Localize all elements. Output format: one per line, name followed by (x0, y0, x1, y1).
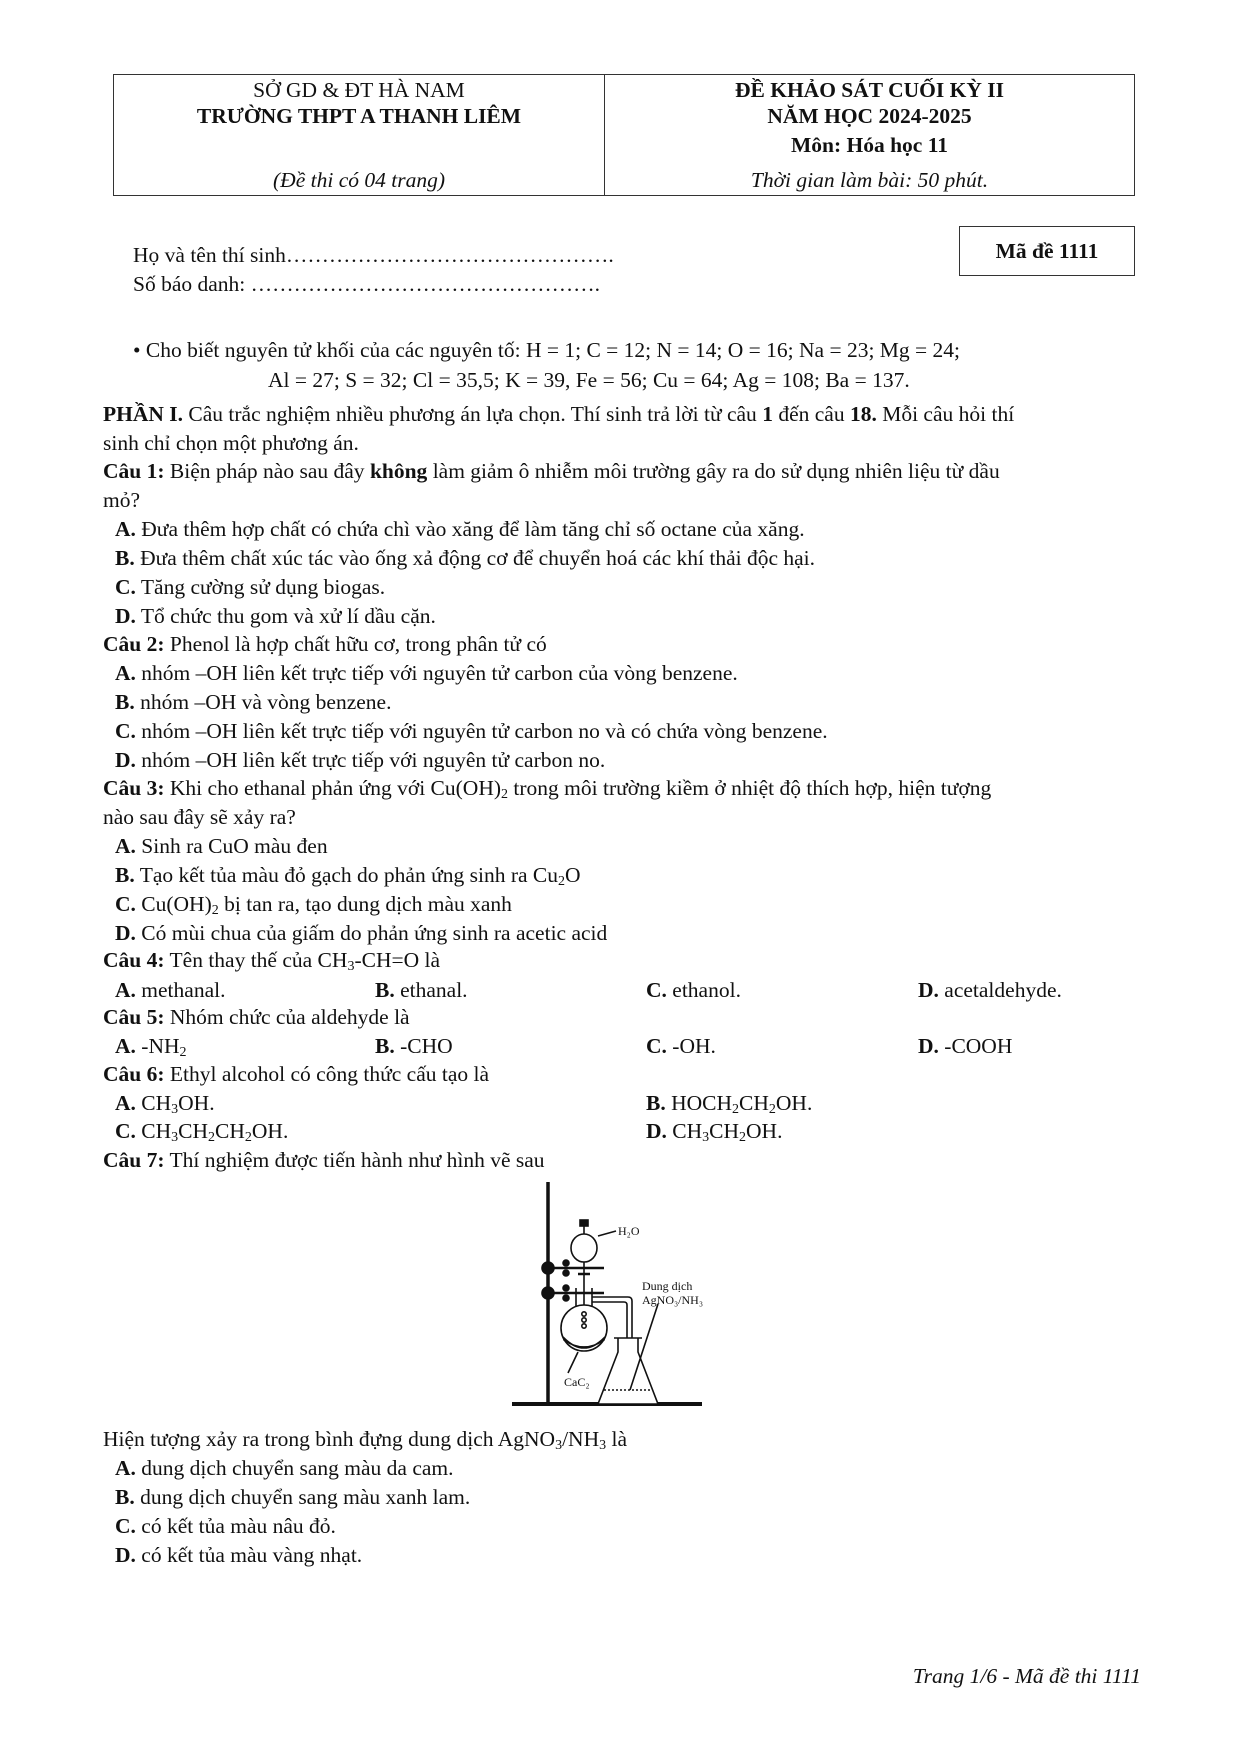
q3-option-a[interactable]: A. Sinh ra CuO màu đen (115, 834, 328, 858)
q7-option-a[interactable]: A. dung dịch chuyển sang màu da cam. (115, 1456, 454, 1480)
label-h2o: H₂O (618, 1224, 640, 1238)
q2-option-a[interactable]: A. nhóm –OH liên kết trực tiếp với nguyên tử carbon của vòng benzene. (115, 661, 738, 685)
part1-heading: PHẦN I. Câu trắc nghiệm nhiều phương án lựa chọn. Thí sinh trả lời từ câu 1 đến câu 18. Mỗi câu hỏi thí (103, 402, 1015, 426)
label-cac2: CaC₂ (564, 1375, 590, 1389)
question-3: Câu 3: Khi cho ethanal phản ứng với $Cu(OH)_2$ trong môi trường kiềm ở nhiệt độ thích hợp, hiện tượng (103, 776, 992, 802)
school-year: NĂM HỌC 2024-2025 (767, 104, 972, 128)
question-1: Câu 1: Biện pháp nào sau đây không làm giảm ô nhiễm môi trường gây ra do sử dụng nhiên liệu từ dầu (103, 459, 1000, 483)
question-7: Câu 7: Thí nghiệm được tiến hành như hình vẽ sau (103, 1148, 545, 1172)
atomic-masses-line2: Al = 27; S = 32; Cl = 35,5; K = 39, Fe = 56; Cu = 64; Ag = 108; Ba = 137. (268, 368, 910, 392)
q6-option-c[interactable]: C. $CH_3CH_2CH_2OH$. (115, 1119, 289, 1145)
question-3-line2: nào sau đây sẽ xảy ra? (103, 805, 296, 829)
cac2-leader (568, 1352, 578, 1373)
student-id-line: Số báo danh: …………………………………………. (133, 272, 601, 296)
dept-name: SỞ GD & ĐT HÀ NAM (253, 78, 465, 102)
q2-option-b[interactable]: B. nhóm –OH và vòng benzene. (115, 690, 392, 714)
question-5: Câu 5: Nhóm chức của aldehyde là (103, 1005, 410, 1029)
q3-option-c[interactable]: C. $Cu(OH)_2$ bị tan ra, tạo dung dịch màu xanh (115, 892, 512, 918)
label-agno3: AgNO₃/NH₃ (642, 1293, 704, 1307)
clamp-knob-2 (542, 1287, 554, 1299)
question-4: Câu 4: Tên thay thế của $CH_3-CH=O$ là (103, 948, 441, 974)
q3-option-d[interactable]: D. Có mùi chua của giấm do phản ứng sinh ra acetic acid (115, 921, 608, 945)
q6-option-d[interactable]: D. $CH_3CH_2OH$. (646, 1119, 783, 1145)
page-footer: Trang 1/6 - Mã đề thi 1111 (912, 1664, 1141, 1688)
q6-option-a[interactable]: A. $CH_3OH$. (115, 1091, 215, 1117)
q1-option-c[interactable]: C. Tăng cường sử dụng biogas. (115, 575, 386, 599)
erlenmeyer-flask (598, 1338, 658, 1404)
question-7-stem: Hiện tượng xảy ra trong bình đựng dung dịch $AgNO_3/NH_3$ là (103, 1427, 628, 1453)
question-2: Câu 2: Phenol là hợp chất hữu cơ, trong phân tử có (103, 632, 547, 656)
q5-option-c[interactable]: C. -OH. (646, 1034, 716, 1058)
q1-option-d[interactable]: D. Tổ chức thu gom và xử lí dầu cặn. (115, 604, 436, 628)
q1-option-a[interactable]: A. Đưa thêm hợp chất có chứa chì vào xăng để làm tăng chỉ số octane của xăng. (115, 517, 805, 541)
h2o-leader (598, 1231, 616, 1236)
experiment-figure (512, 1176, 742, 1416)
q4-option-b[interactable]: B. ethanal. (375, 978, 468, 1002)
student-name-line: Họ và tên thí sinh………………………………………. (133, 243, 614, 267)
q5-option-b[interactable]: B. -CHO (375, 1034, 453, 1058)
q7-option-d[interactable]: D. có kết tủa màu vàng nhạt. (115, 1543, 363, 1567)
subject: Môn: Hóa học 11 (790, 133, 949, 157)
clamp-knob-1 (542, 1262, 554, 1274)
exam-time: Thời gian làm bài: 50 phút. (750, 168, 989, 192)
header-table (113, 74, 1135, 196)
q2-option-d[interactable]: D. nhóm –OH liên kết trực tiếp với nguyên tử carbon no. (115, 748, 606, 772)
label-dung-dich: Dung dịch (642, 1279, 693, 1293)
q4-option-c[interactable]: C. ethanol. (646, 978, 741, 1002)
header-right (605, 75, 1134, 195)
q7-option-c[interactable]: C. có kết tủa màu nâu đỏ. (115, 1514, 336, 1538)
q1-option-b[interactable]: B. Đưa thêm chất xúc tác vào ống xả động cơ để chuyển hoá các khí thải độc hại. (115, 546, 816, 570)
separatory-funnel (571, 1234, 597, 1262)
school-name: TRƯỜNG THPT A THANH LIÊM (196, 104, 522, 128)
q5-option-a[interactable]: A. $-NH_2$ (115, 1034, 187, 1060)
pages-note: (Đề thi có 04 trang) (273, 168, 445, 192)
q4-option-d[interactable]: D. acetaldehyde. (918, 978, 1062, 1002)
q5-option-d[interactable]: D. -COOH (918, 1034, 1013, 1058)
atomic-masses-line1: • Cho biết nguyên tử khối của các nguyên tố: H = 1; C = 12; N = 14; O = 16; Na = 23; Mg = 24; (133, 338, 961, 362)
exam-title: ĐỀ KHẢO SÁT CUỐI KỲ II (734, 78, 1004, 102)
exam-code-box: Mã đề 1111 (959, 226, 1135, 276)
q2-option-c[interactable]: C. nhóm –OH liên kết trực tiếp với nguyên tử carbon no và có chứa vòng benzene. (115, 719, 828, 743)
header-left (114, 75, 605, 195)
question-1-line2: mỏ? (103, 488, 141, 512)
q3-option-b[interactable]: B. Tạo kết tủa màu đỏ gạch do phản ứng sinh ra $Cu_2O$ (115, 863, 581, 889)
q6-option-b[interactable]: B. $HOCH_2CH_2OH$. (646, 1091, 813, 1117)
q4-option-a[interactable]: A. methanal. (115, 978, 226, 1002)
question-6: Câu 6: Ethyl alcohol có công thức cấu tạo là (103, 1062, 490, 1086)
q7-option-b[interactable]: B. dung dịch chuyển sang màu xanh lam. (115, 1485, 471, 1509)
part1-heading-line2: sinh chỉ chọn một phương án. (103, 431, 359, 455)
